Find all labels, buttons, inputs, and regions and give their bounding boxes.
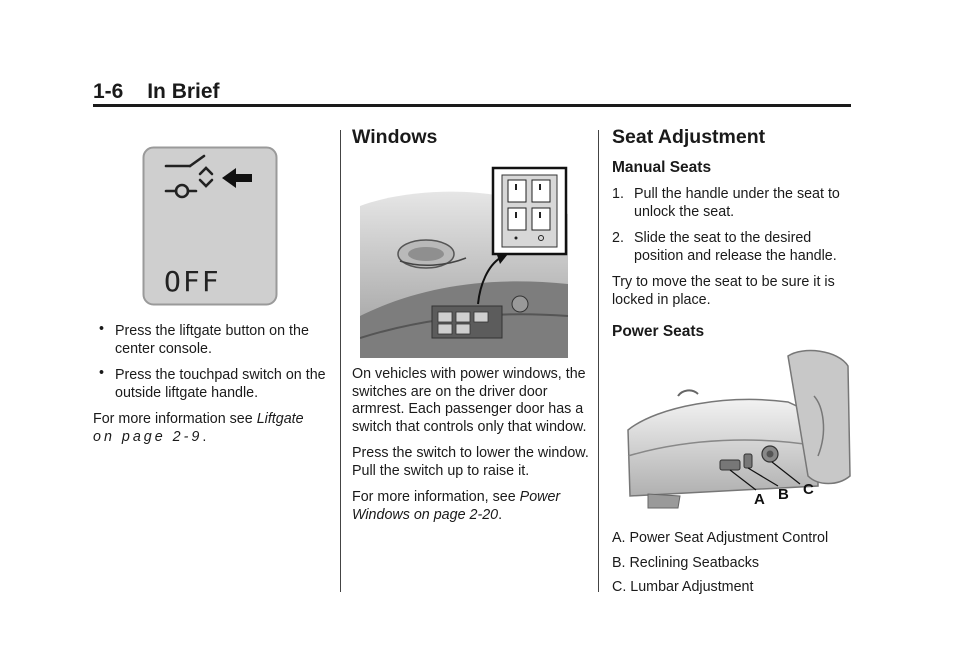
manual-seats-heading: Manual Seats [612,158,712,176]
right-column-top [612,126,856,351]
callout-c: C [803,481,814,498]
liftgate-page-ref[interactable]: on page 2-9 [93,428,203,445]
legend-item: B. Reclining Seatbacks [612,554,760,571]
power-seats-heading: Power Seats [612,323,705,340]
windows-more-info: For more information, see Power Windows on page 2-20. [352,489,561,523]
liftgate-link[interactable]: Liftgate [256,411,304,427]
step-item: 2. Slide the seat to the desired position and release the handle. [612,230,837,264]
manual-seats-note: Try to move the seat to be sure it is locked in place. [612,274,835,308]
liftgate-more-info: For more information see Liftgate on page 2-9. [93,411,304,445]
panel-off-label: OFF [164,265,221,298]
power-windows-link[interactable]: Power Windows on page 2-20 [352,489,561,523]
column-divider-left [340,130,341,592]
bullet-text: Press the liftgate button on the center console. [115,323,309,357]
windows-heading: Windows [352,126,438,148]
power-seat-illustration [618,336,852,514]
middle-column [352,366,594,533]
legend-item: C. Lumbar Adjustment [612,579,754,595]
page-number: 1-6 [93,80,124,103]
bullet-dot: • [99,321,105,337]
bullet-item [93,323,329,358]
bullet-item [93,367,329,402]
column-divider-right [598,130,599,592]
step-item: 1. Pull the handle under the seat to unlock the seat. [612,186,840,220]
bullet-text: Press the touchpad switch on the outside liftgate handle. [115,367,326,401]
callout-a: A [754,491,765,508]
windows-paragraph: Press the switch to lower the window. Pull the switch up to raise it. [352,445,589,479]
windows-paragraph: On vehicles with power windows, the switches are on the driver door armrest. Each passenger door has a switch that controls only that window. [352,366,587,435]
callout-b: B [778,486,789,503]
header-rule [93,104,851,107]
seat-adjustment-heading: Seat Adjustment [612,126,766,148]
middle-heading-wrap [352,126,592,159]
window-switch-illustration [360,166,568,358]
section-title: In Brief [147,80,220,103]
right-column-legend [612,530,856,604]
left-column [93,323,329,455]
page-header [93,80,220,104]
legend-item: A. Power Seat Adjustment Control [612,530,829,546]
liftgate-button-illustration [142,146,278,306]
bullet-dot: • [99,365,105,381]
